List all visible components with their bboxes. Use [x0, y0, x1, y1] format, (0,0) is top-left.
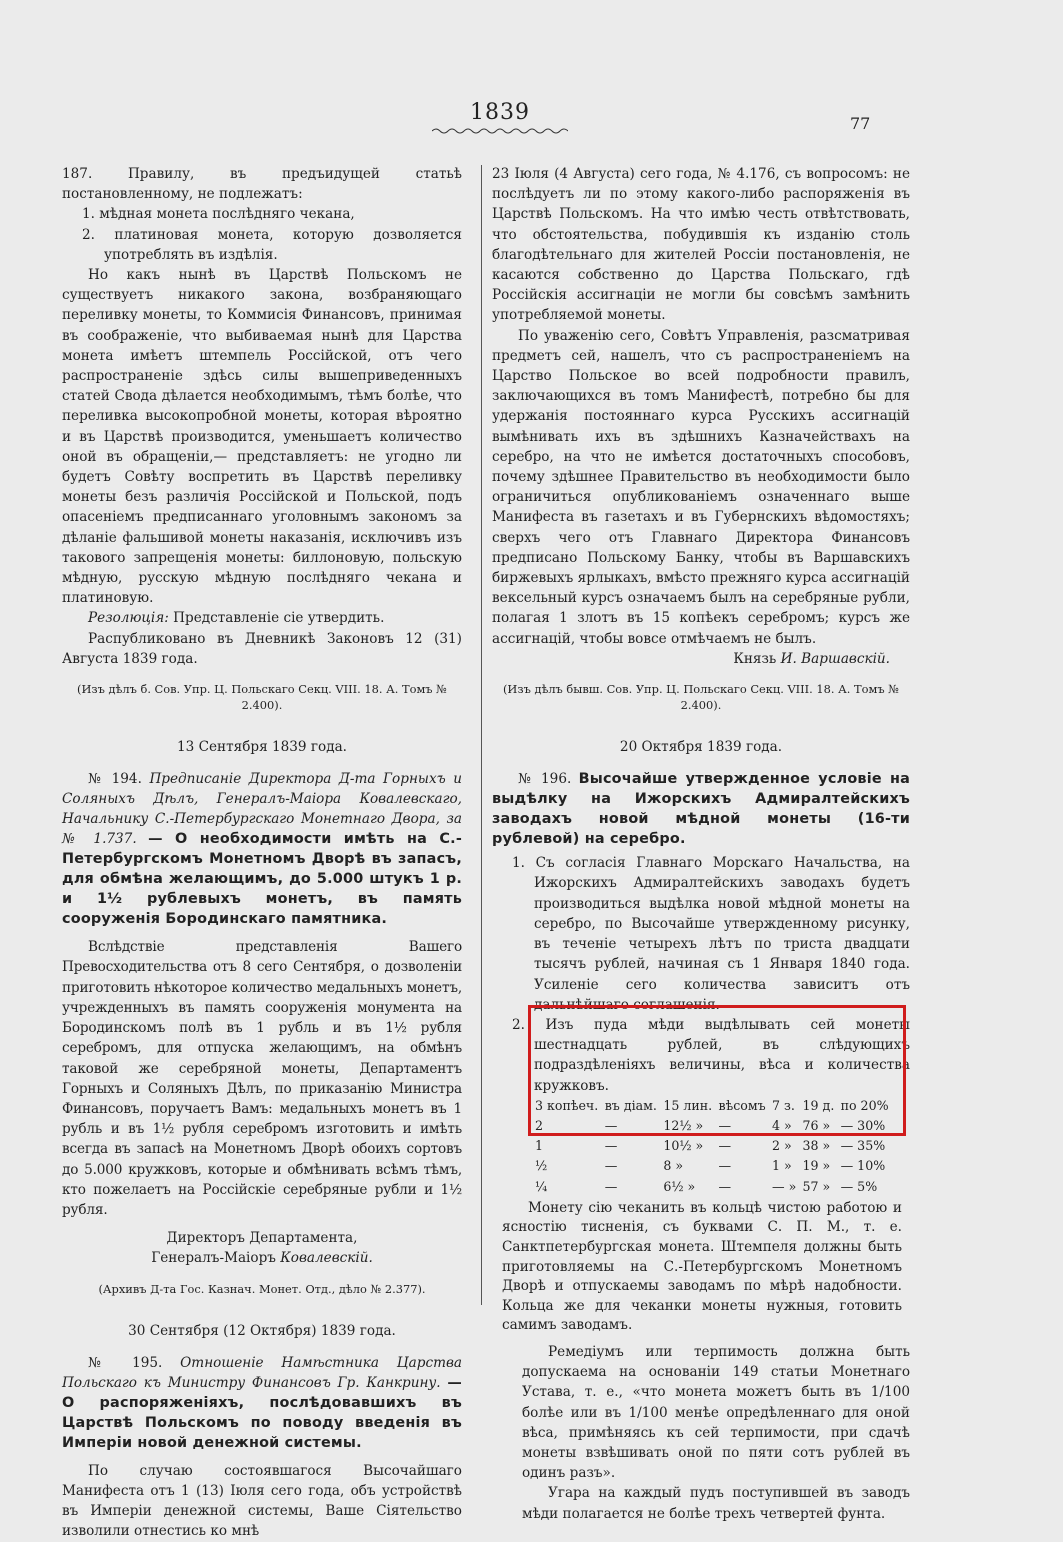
doc-194-heading-bold: — О необходимости имѣть на С.-Петербургскомъ Монетномъ Дворѣ въ запасъ, для обмѣна желающимъ, до 5.000 штукъ 1 р. и 1½ рублевыхъ монетъ, въ память сооруженія Бородинскаго памятника. [62, 831, 462, 928]
table-cell: 12½ » [663, 1117, 704, 1133]
table-row [532, 1136, 892, 1156]
table-cell: — [718, 1178, 732, 1194]
source-note: (Изъ дѣлъ б. Сов. Упр. Ц. Польскаго Секц. VIII. 18. А. Томъ № 2.400). [77, 682, 447, 713]
doc-195-date: 30 Сентября (12 Октября) 1839 года. [128, 1322, 396, 1339]
doc-194-sign-title: Директоръ Департамента, [166, 1230, 358, 1247]
doc-194-signature [62, 1248, 462, 1268]
doc-194-number: № 194. [88, 771, 142, 788]
doc-196-date: 20 Октября 1839 года. [619, 739, 783, 756]
doc-196-number: № 196. [518, 771, 572, 788]
table-row [532, 1177, 892, 1197]
doc-195-signature [492, 649, 910, 669]
table-cell: 6½ » [663, 1178, 696, 1194]
table-cell: въ діам. [604, 1097, 657, 1113]
article-187-body: Но какъ нынѣ въ Царствѣ Польскомъ не существуетъ никакого закона, возбраняющаго переливку монеты, то Коммисія Финансовъ, принимая въ соображеніе, что выбиваемая нынѣ для Царства монета имѣетъ штемпель Россійской, отъ чего распространеніе здѣсь силы вышеприведенныхъ статей Свода дѣлается необходимымъ, тѣмъ болѣе, что переливка высокопробной монеты, которая вѣроятно и въ Царствѣ производится, уменьшаетъ количество оной въ обращеніи,— представляетъ: не угодно ли будетъ Совѣту воспретить въ Царствѣ переливку монеты безъ различія Россійской и Польской, подъ опасеніемъ предписаннаго уголовнымъ закономъ за дѣланіе фальшивой монеты наказанія, исключивъ изъ такового запрещенія монеты: биллоновую, польскую мѣдную, русскую мѣдную послѣдняго чекана и платиновую. [62, 267, 462, 607]
resolution-text: Представленіе сіе утвердить. [173, 610, 385, 627]
doc-195-number: № 195. [88, 1354, 163, 1371]
doc-196-item-2: 2. Изъ пуда мѣди выдѣлывать сей монеты шестнадцать рублей, въ слѣдующихъ подраздѣленіяхъ величины, вѣса и количества кружковъ. [512, 1016, 910, 1094]
doc-194-date: 13 Сентября 1839 года. [176, 739, 348, 756]
table-cell: — 10% [840, 1158, 886, 1174]
doc-196-item-1: 1. Съ согласія Главнаго Морскаго Начальства, на Ижорскихъ Адмиралтейскихъ заводахъ будетъ производиться выдѣлка новой мѣдной монеты на серебро, по Высочайше утвержденному рисунку, въ теченіе четырехъ лѣтъ по триста двадцати тысячъ рублей, начиная съ 1 Января 1840 года. Усиленіе сего количества зависитъ отъ дальнѣйшаго соглашенія. [512, 855, 910, 1013]
doc-195-heading-bold: — О распоряженіяхъ, послѣдовавшихъ въ Царствѣ Польскомъ по поводу введенія въ Имперіи новой денежной системы. [62, 1374, 463, 1451]
table-cell: 8 » [663, 1158, 684, 1174]
doc-196-ugar-paragraph: Угара на каждый пудъ поступившей въ заводъ мѣди полагается не болѣе трехъ четвертей фунта. [522, 1485, 910, 1522]
source-note: (Изъ дѣлъ бывш. Сов. Упр. Ц. Польскаго Секц. VIII. 18. А. Томъ № 2.400). [502, 682, 899, 713]
doc-196-boxed-paragraph: Монету сію чеканить въ кольцѣ чистою работою и ясностію тисненія, съ буквами С. П. М., т. е. Санктпетербургская монета. Штемпеля должны быть приготовляемы на С.-Петербургскомъ Монетномъ Дворѣ и отпускаемы заводамъ по мѣрѣ надобности. Кольца же для чеканки монеты нужныя, готовить самимъ заводамъ. [502, 1199, 902, 1334]
table-cell: ½ [535, 1158, 548, 1174]
table-cell: 1 [535, 1138, 544, 1154]
table-cell: — 30% [840, 1117, 886, 1133]
doc-195-continuation-p2: По уваженію сего, Совѣтъ Управленія, разсматривая предметъ сей, нашелъ, что съ распространеніемъ на Царство Польское во всей подробности правилъ, заключающихся въ томъ Манифестѣ, потребно бы для удержанія постояннаго курса Русскихъ ассигнацій вымѣнивать ихъ въ здѣшнихъ Казначействахъ на серебро, на что не имѣется достаточныхъ способовъ, почему здѣшнее Правительство въ необходимости было ограничиться опубликованіемъ означеннаго выше Манифеста въ газетахъ и въ Губернскихъ вѣдомостяхъ; сверхъ чего отъ Главнаго Директора Финансовъ предписано Польскому Банку, чтобы въ Варшавскихъ биржевыхъ ярлыкахъ, вмѣсто прежняго курса ассигнацій вексельный курсъ означаемъ былъ на серебряные рубли, полагая 1 злотъ въ 15 копѣекъ серебромъ; курсъ же ассигнацій, чтобы вовсе отмѣчаемъ не былъ. [492, 327, 910, 647]
doc-194-heading [62, 769, 462, 929]
doc-195-heading-italic: Отношеніе Намѣстника Царства Польскаго къ Министру Финансовъ Гр. Канкрину. [62, 1354, 462, 1391]
table-cell: — [604, 1117, 618, 1133]
table-cell: — [604, 1178, 618, 1194]
left-column [62, 164, 462, 1542]
table-cell: 7 з. [772, 1097, 795, 1113]
highlight-box [528, 1005, 906, 1136]
table-cell: по 20% [840, 1097, 889, 1113]
table-cell: 19 » [802, 1158, 831, 1174]
table-cell: 38 » [802, 1138, 831, 1154]
table-cell: 10½ » [663, 1138, 704, 1154]
table-cell: 3 копѣеч. [535, 1097, 599, 1113]
doc-195-continuation-p1: 23 Іюля (4 Августа) сего года, № 4.176, съ вопросомъ: не послѣдуетъ ли по этому какого-либо распоряженія въ Царствѣ Польскомъ. На что имѣю честь отвѣтствовать, что обстоятельства, побудившія къ изданію столь благодѣтельнаго для жителей Россіи постановленія, не касаются собственно до Царства Польскаго, гдѣ Россійскія ассигнаціи не могли бы совсѣмъ замѣнить употребляемой монеты. [492, 166, 910, 324]
resolution [62, 608, 462, 628]
doc-195-sign-name: И. Варшавскій. [780, 650, 890, 667]
right-column [492, 164, 910, 1524]
table-cell: ¼ [535, 1178, 548, 1194]
table-cell: — » [772, 1178, 797, 1194]
article-187-item-1: 1. мѣдная монета послѣдняго чекана, [82, 206, 355, 223]
doc-196-heading-bold: Высочайше утвержденное условіе на выдѣлку на Ижорскихъ Адмиралтейскихъ заводахъ новой мѣдной монеты (16-ти рублевой) на серебро. [492, 771, 910, 848]
table-cell: 1 » [772, 1158, 792, 1174]
doc-194-body: Вслѣдствіе представленія Вашего Превосходительства отъ 8 сего Сентября, о дозволеніи приготовить нѣкоторое количество медальныхъ монетъ, учрежденныхъ въ память сооруженія монумента на Бородинскомъ полѣ въ 1 рубль и въ 1½ рубля серебромъ, для отпуска желающимъ, на обмѣнъ таковой же серебряной монеты, Департаментъ Горныхъ и Соляныхъ Дѣлъ, по приказанію Министра Финансовъ, поручаетъ Вамъ: медальныхъ монетъ въ 1 рубль и въ 1½ рубля серебромъ изготовить и имѣть всегда въ запасѣ на Монетномъ Дворѣ обоихъ сортовъ до 5.000 кружковъ, которые и обмѣнивать всѣмъ тѣмъ, кто пожелаетъ на Россійскіе серебряные рубли и 1½ рубля. [62, 939, 462, 1218]
doc-196-remedy-paragraph: Ремедіумъ или терпимость должна быть допускаема на основаніи 149 статьи Монетнаго Устава, т. е., «что монета можетъ быть въ 1/100 болѣе или въ 1/100 менѣе опредѣленнаго для оной вѣса, примѣняясь къ сей терпимости, при сдачѣ монеты взвѣшивать оной по пяти сотъ рублей въ одинъ разъ». [522, 1343, 910, 1482]
table-cell: — [718, 1138, 732, 1154]
article-187-item-2: 2. платиновая монета, которую дозволяется употреблять въ издѣлія. [82, 226, 462, 263]
doc-195-body: По случаю состоявшагося Высочайшаго Манифеста отъ 1 (13) Іюля сего года, объ устройствѣ въ Имперіи денежной системы, Ваше Сіятельство изволили отнестись ко мнѣ [62, 1462, 462, 1540]
page-number: 77 [850, 114, 871, 133]
doc-195-sign-title: Князь [733, 650, 777, 667]
source-note: (Архивъ Д-та Гос. Казнач. Монет. Отд., дѣло № 2.377). [98, 1281, 426, 1296]
table-cell: 57 » [802, 1178, 831, 1194]
table-cell: 19 д. [802, 1097, 835, 1113]
table-cell: 15 лин. [663, 1097, 713, 1113]
table-row [532, 1156, 892, 1176]
table-cell: — 35% [840, 1138, 886, 1154]
doc-195-heading [62, 1353, 462, 1453]
year-underline-ornament [432, 126, 568, 136]
column-divider [481, 165, 482, 1305]
table-cell: — [604, 1158, 618, 1174]
article-187-lead: 187. Правилу, въ предъидущей статьѣ постановленному, не подлежатъ: [62, 166, 462, 203]
page-year: 1839 [470, 100, 530, 125]
table-cell: 4 » [772, 1117, 792, 1133]
table-cell: — 5% [840, 1178, 878, 1194]
table-cell: 76 » [802, 1117, 831, 1133]
table-cell: 2 » [772, 1138, 792, 1154]
table-cell: — [718, 1158, 732, 1174]
doc-194-sign-name: Ковалевскій. [280, 1250, 373, 1267]
table-cell: 2 [535, 1117, 544, 1133]
table-cell: — [604, 1138, 618, 1154]
doc-194-sign-rank: Генералъ-Маіоръ [151, 1250, 276, 1267]
resolution-label: Резолюція: [88, 610, 169, 627]
table-cell: — [718, 1117, 732, 1133]
doc-196-heading [492, 769, 910, 849]
table-cell: вѣсомъ [718, 1097, 766, 1113]
published-note: Распубликовано въ Дневникѣ Законовъ 12 (31) Августа 1839 года. [62, 630, 462, 667]
doc-194-heading-italic: Предписаніе Директора Д-та Горныхъ и Соляныхъ Дѣлъ, Генералъ-Маіора Ковалевскаго, Начальнику С.-Петербургскаго Монетнаго Двора, за № 1.737. [62, 771, 462, 848]
